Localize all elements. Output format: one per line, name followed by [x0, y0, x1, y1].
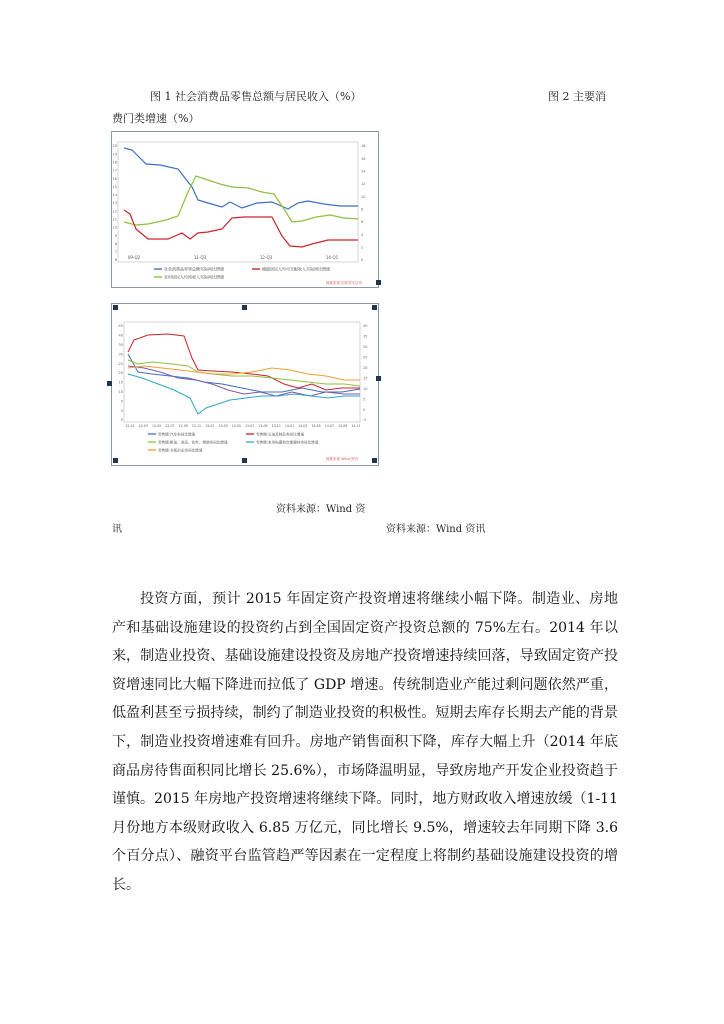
figure2-handle-middle-left[interactable]	[107, 381, 112, 386]
figure2-svg	[112, 304, 378, 465]
figure1-x-tick: 12-Q3	[259, 255, 273, 260]
figure1-y-right-tick: 6	[361, 220, 364, 225]
figure2-x-tick: 12-05	[151, 424, 162, 428]
figure2-y-left-tick: 15	[118, 380, 123, 385]
figure1-y-right-tick: 10	[361, 194, 366, 199]
figure2-handle-top-middle[interactable]	[242, 305, 247, 310]
figure2-y-left-tick: 10	[118, 390, 123, 394]
figure2-x-tick: 14-09	[338, 424, 348, 428]
figure1-legend-rural: 农村居民人均纯收入实际同比增速	[164, 274, 224, 280]
figure1-x-tick: 11-Q3	[193, 255, 207, 260]
figure2-legend-food: 零售额:粮油、食品、饮料、烟酒类同比增速	[158, 440, 228, 445]
figure2-legend-books: 零售额:书报杂志类同比增速	[158, 448, 203, 453]
figure2-watermark: 数据来源 Wind 资讯	[326, 457, 359, 461]
figure1-y-right-tick: 0	[361, 258, 364, 263]
figure2-legend-oil: 零售额:石油及制品类同比增速	[256, 432, 304, 437]
figure2-legend-appliance: 零售额:家用电器和音像器材类同比增速	[256, 440, 319, 445]
figure1-y-left-tick: 10	[112, 225, 117, 230]
figure1-y-left-tick: 17	[112, 168, 117, 173]
figure1-watermark: 数据来源 国泰君安证券	[326, 281, 363, 285]
figure2-x-tick: 12-01	[125, 424, 135, 428]
figure1-caption: 图 1 社会消费品零售总额与居民收入（%）	[150, 90, 362, 103]
figure2-handle-middle-right[interactable]	[376, 376, 381, 381]
figure1-y-left-tick: 11	[112, 217, 117, 222]
figure1-y-right-tick: 12	[361, 182, 366, 187]
investment-paragraph: 投资方面，预计 2015 年固定资产投资增速将继续小幅下降。制造业、房地产和基础设施建设的投资约占到全国固定资产投资总额的 75%左右。2014 年以来，制造业投资、基础设施建设投资及房地产投资增速持续回落，导致固定资产投资增速同比大幅下降进而拉低了 GDP 增速。传统制造业产能过剩问题依然严重，低盈利甚至亏损持续，制约了制造业投资的积极性。短期去库存长期去产能的背景下，制造业投资增速难有回升。房地产销售面积下降，库存大幅上升（2014 年底商品房待售面积同比增长 25.6%），市场降温明显，导致房地产开发企业投资趋于谨慎。2015 年房地产投资增速将继续下降。同时，地方财政收入增速放缓（1-11 月份地方本级财政收入 6.85 万亿元，同比增长 9.5%，增速较去年同期下降 3.6 个百分点）、融资平台监管趋严等因素在一定程度上将制约基础设施建设投资的增长。	[112, 591, 618, 893]
figure2-x-tick: 13-05	[231, 424, 241, 428]
figure2-y-right-tick: 25	[363, 355, 368, 360]
figure1-y-right-tick: 4	[361, 232, 364, 237]
figure1-y-right-tick: 14	[361, 169, 366, 174]
figure2-handle-bottom-middle[interactable]	[242, 458, 247, 463]
figure1-y-right-tick: 8	[361, 207, 364, 212]
figure1-y-left-tick: 7	[114, 250, 117, 255]
source-right: 资料来源：Wind 资讯	[386, 524, 486, 535]
figure1-y-left-tick: 19	[112, 152, 117, 157]
figure1-x-tick: 14-Q1	[325, 255, 339, 260]
figure2-x-tick: 12-11	[191, 424, 202, 428]
figure2-chart[interactable]	[111, 303, 379, 466]
figure1-y-left-tick: 6	[114, 258, 117, 263]
figure1-y-left-tick: 16	[112, 176, 117, 181]
source-left-part2: 讯	[112, 524, 122, 535]
figure1-plot-area	[118, 142, 358, 262]
figure1-y-left-tick: 8	[114, 241, 117, 246]
figure2-y-right-tick: 5	[363, 397, 366, 402]
figure2-x-tick: 14-05	[311, 424, 321, 428]
figure2-y-left-tick: -5	[119, 418, 123, 423]
figure2-x-tick: 14-07	[324, 424, 335, 428]
figure1-y-left-tick: 18	[112, 160, 117, 165]
figure1-y-right-tick: 2	[361, 245, 364, 250]
figure2-y-right-tick: -5	[363, 418, 367, 423]
figure2-x-tick: 13-03	[218, 424, 228, 428]
figure2-y-left-tick: 5	[120, 399, 123, 404]
figure1-y-left-tick: 20	[112, 144, 117, 149]
figure2-x-tick: 14-01	[284, 424, 295, 428]
figure1-y-right-tick: 18	[361, 144, 366, 149]
figure1-y-left-tick: 14	[112, 193, 117, 198]
figure2-y-left-tick: 45	[118, 324, 123, 329]
figure2-y-right-tick: 10	[363, 386, 368, 391]
figure2-y-right-tick: 40	[363, 324, 368, 329]
figure1-y-left-tick: 13	[112, 201, 117, 206]
figure2-x-tick: 13-07	[245, 424, 255, 428]
figure2-y-right-tick: 20	[363, 365, 368, 370]
figure2-y-left-tick: 40	[118, 333, 123, 338]
figure2-y-right-tick: 35	[363, 334, 368, 339]
figure1-svg	[112, 132, 378, 287]
figure2-handle-bottom-left[interactable]	[113, 458, 118, 463]
figure2-y-left-tick: 35	[118, 343, 123, 347]
figure2-x-tick: 13-09	[258, 424, 268, 428]
figure2-legend-auto: 零售额:汽车类同比增速	[158, 432, 196, 437]
figure2-caption-part1: 图 2 主要消	[548, 90, 606, 103]
figure1-resize-handle[interactable]	[376, 280, 381, 285]
figure2-x-tick: 12-07	[165, 424, 175, 428]
figure2-x-tick: 13-01	[205, 424, 215, 428]
figure2-y-right-tick: 15	[363, 376, 368, 381]
figure1-legend-retail: 社会消费品零售总额实际同比增速	[164, 266, 224, 272]
figure1-chart[interactable]	[111, 131, 379, 288]
figure1-y-left-tick: 12	[112, 209, 117, 214]
figure2-x-tick: 14-11	[351, 424, 361, 428]
figure1-y-right-tick: 16	[361, 156, 366, 161]
source-left-part1: 资料来源：Wind 资	[276, 504, 366, 515]
figure2-handle-top-right[interactable]	[372, 305, 377, 310]
figure2-y-left-tick: 0	[120, 408, 123, 413]
figure2-caption-part2: 费门类增速（%）	[112, 112, 200, 125]
body-text	[112, 585, 618, 900]
figure2-y-right-tick: 0	[363, 407, 366, 412]
figure2-x-tick: 12-09	[178, 424, 188, 428]
figure1-y-left-tick: 15	[112, 184, 117, 189]
figure1-legend-urban: 城镇居民人均可支配收入实际同比增速	[262, 266, 330, 272]
figure2-y-left-tick: 20	[118, 371, 123, 376]
figure1-y-left-tick: 9	[114, 233, 117, 238]
figure2-x-tick: 13-11	[271, 424, 281, 428]
figure2-handle-top-left[interactable]	[113, 305, 118, 310]
figure2-y-left-tick: 30	[118, 352, 123, 357]
figure2-x-tick: 14-03	[298, 424, 308, 428]
figure2-y-left-tick: 25	[118, 361, 123, 366]
figure2-y-right-tick: 30	[363, 345, 368, 350]
figure2-handle-bottom-right[interactable]	[372, 458, 377, 463]
figure2-x-tick: 12-03	[138, 424, 148, 428]
figure1-x-tick: 09-Q2	[127, 255, 141, 260]
